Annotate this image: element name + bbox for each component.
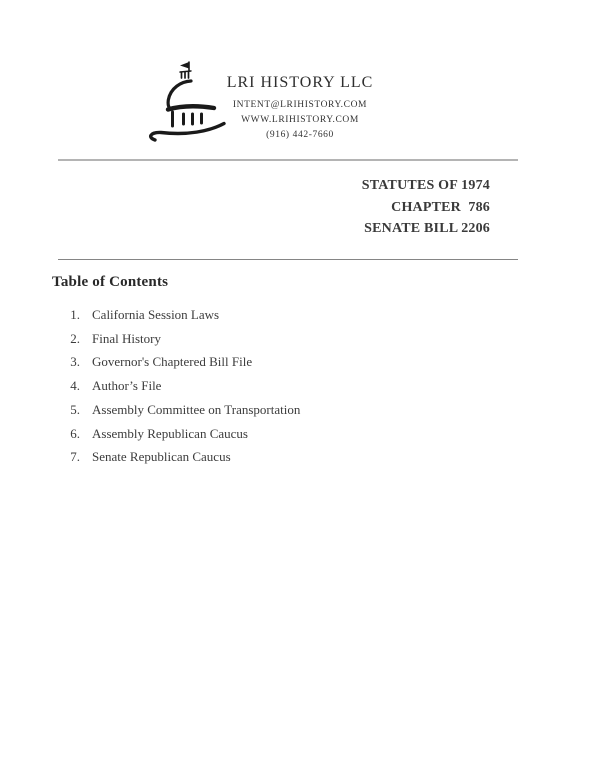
toc-item: [0, 398, 600, 422]
toc-item: [0, 350, 600, 374]
senate-bill-line: SENATE BILL 2206: [364, 221, 490, 237]
toc-item: [0, 303, 600, 327]
toc-item-number: 2.: [70, 330, 80, 346]
horizontal-rule-bottom: [58, 259, 518, 260]
company-email: INTENT@LRIHISTORY.COM: [232, 100, 368, 110]
toc-item-label: Author’s File: [92, 378, 162, 394]
toc-heading: Table of Contents: [52, 274, 169, 290]
toc-item-label: Assembly Committee on Transportation: [92, 401, 301, 417]
toc-item: [0, 374, 600, 398]
toc-item-label: Final History: [92, 330, 161, 346]
toc-item-label: Assembly Republican Caucus: [92, 425, 248, 441]
toc-item-number: 3.: [70, 354, 80, 370]
toc-item-label: California Session Laws: [92, 307, 220, 322]
toc-item-number: 7.: [70, 449, 80, 465]
toc-item-number: 1.: [70, 307, 80, 322]
bill-reference-block: [190, 175, 490, 240]
company-name: LRI HISTORY LLC: [226, 74, 374, 91]
horizontal-rule-top: [58, 159, 518, 161]
toc-item: [0, 422, 600, 446]
toc-item-number: 5.: [70, 401, 80, 417]
company-phone: (916) 442-7660: [266, 129, 334, 140]
toc-item-number: 4.: [70, 378, 80, 394]
toc-item-label: Governor's Chaptered Bill File: [92, 354, 253, 370]
toc-item: [0, 445, 600, 469]
letterhead: [150, 73, 450, 142]
company-website: WWW.LRIHISTORY.COM: [241, 114, 359, 125]
toc-list: [0, 303, 600, 469]
toc-item-label: Senate Republican Caucus: [92, 449, 231, 465]
toc-item: [0, 327, 600, 351]
toc-item-number: 6.: [70, 425, 80, 441]
statutes-line: STATUTES OF 1974: [361, 178, 490, 193]
chapter-line: CHAPTER 786: [391, 199, 490, 215]
